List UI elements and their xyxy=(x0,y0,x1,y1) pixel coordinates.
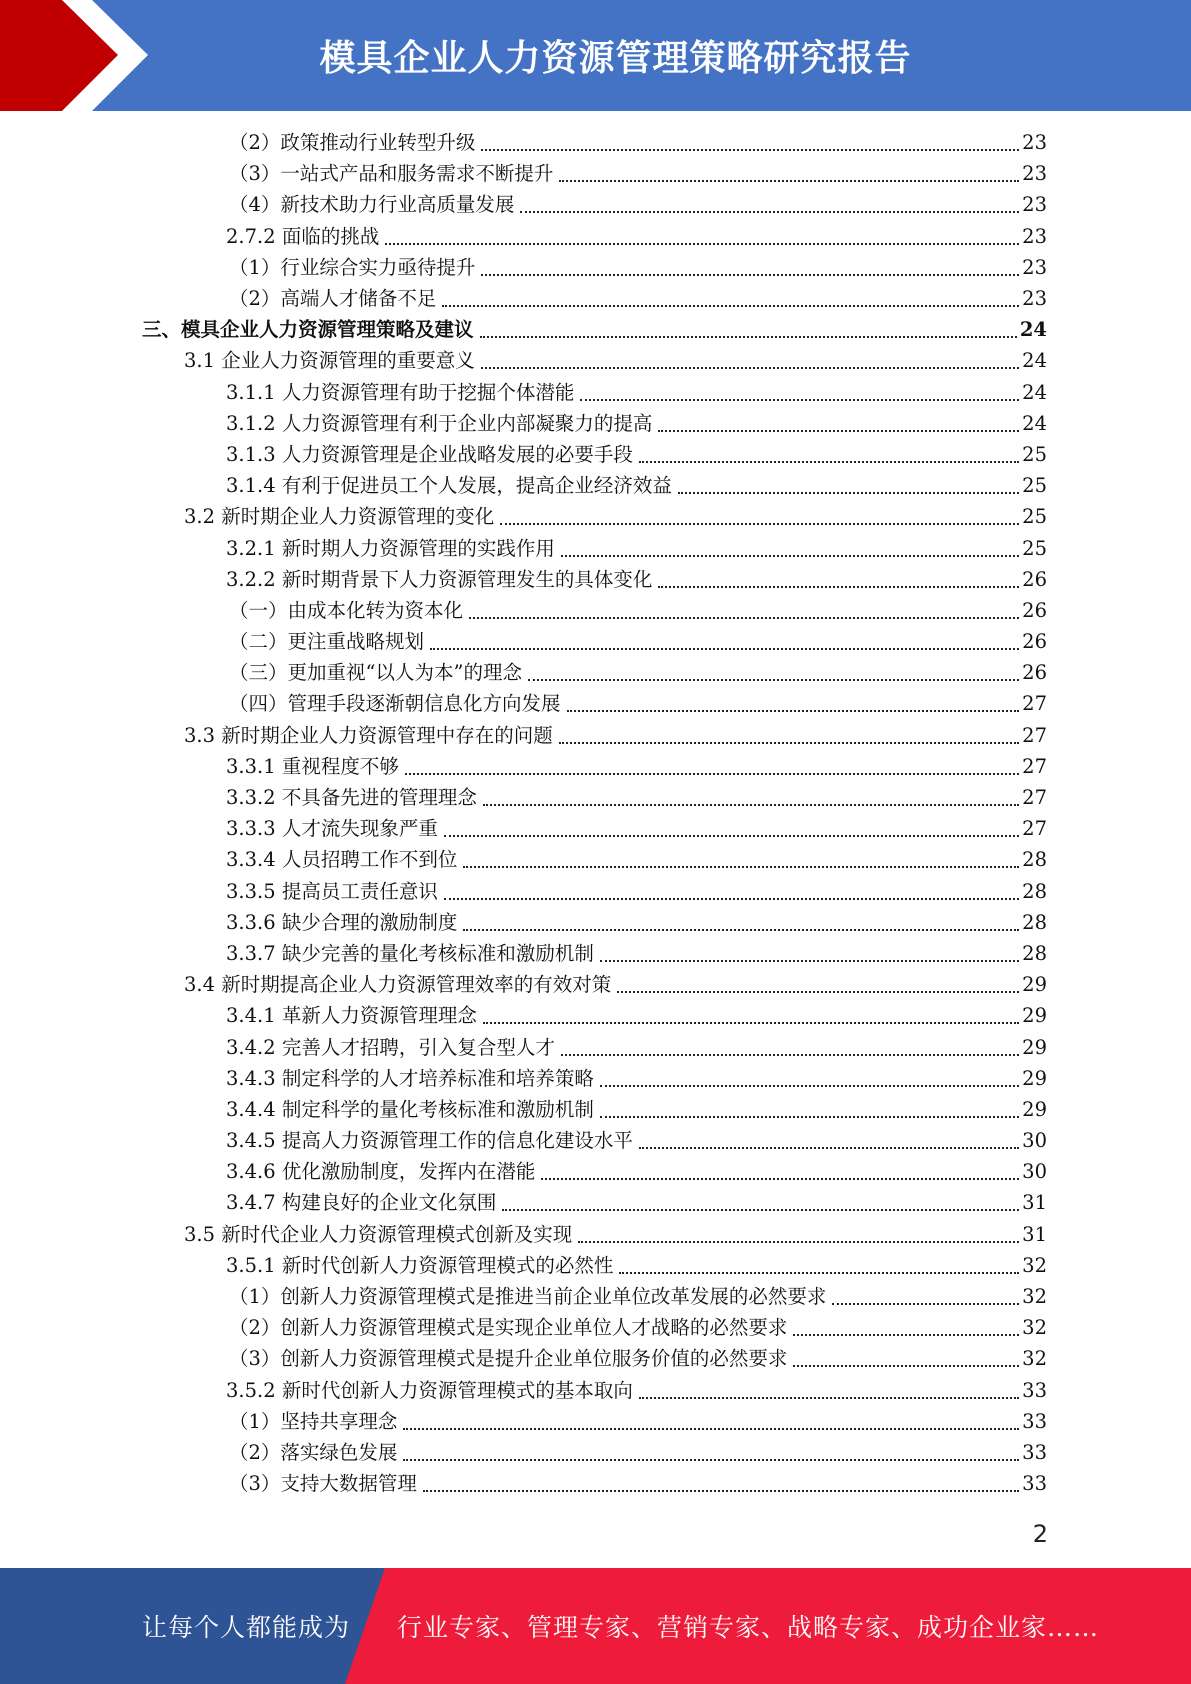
toc-entry[interactable] xyxy=(0,688,1191,719)
toc-entry-title: 3.2.2 新时期背景下人力资源管理发生的具体变化 xyxy=(226,567,653,591)
toc-entry-title: （二）更注重战略规划 xyxy=(229,630,425,654)
toc-entry-title: 3.3.1 重视程度不够 xyxy=(226,754,399,778)
toc-dot-leader xyxy=(580,398,1019,401)
toc-entry-title: （3）支持大数据管理 xyxy=(229,1472,417,1496)
toc-dot-leader xyxy=(405,772,1019,775)
toc-entry-page-number: 28 xyxy=(1022,941,1047,965)
toc-dot-leader xyxy=(600,1115,1019,1118)
toc-entry-title: （1）坚持共享理念 xyxy=(229,1409,398,1433)
toc-entry-page-number: 30 xyxy=(1022,1129,1047,1153)
toc-entry-page-number: 29 xyxy=(1022,1097,1047,1121)
toc-entry-page-number: 27 xyxy=(1022,817,1047,841)
toc-entry-page-number: 29 xyxy=(1022,1035,1047,1059)
toc-entry-title: （1）行业综合实力亟待提升 xyxy=(229,255,476,279)
toc-entry-page-number: 26 xyxy=(1022,630,1047,654)
toc-entry[interactable] xyxy=(0,532,1191,563)
toc-entry[interactable] xyxy=(0,782,1191,813)
toc-entry[interactable] xyxy=(0,844,1191,875)
toc-entry-page-number: 23 xyxy=(1022,162,1047,186)
toc-entry-title: （三）更加重视“以人为本”的理念 xyxy=(229,661,522,685)
toc-entry-page-number: 28 xyxy=(1022,910,1047,934)
toc-entry-title: 3.4.4 制定科学的量化考核标准和激励机制 xyxy=(226,1097,594,1121)
toc-dot-leader xyxy=(442,304,1019,307)
toc-entry-title: 3.5 新时代企业人力资源管理模式创新及实现 xyxy=(184,1222,573,1246)
toc-entry[interactable] xyxy=(0,1375,1191,1406)
toc-entry-title: 3.4.2 完善人才招聘，引入复合型人才 xyxy=(226,1035,555,1059)
toc-entry-title: （3）创新人力资源管理模式是提升企业单位服务价值的必然要求 xyxy=(229,1347,788,1371)
toc-entry-title: 3.4 新时期提高企业人力资源管理效率的有效对策 xyxy=(184,973,612,997)
toc-dot-leader xyxy=(481,148,1019,151)
toc-entry[interactable] xyxy=(0,1063,1191,1094)
toc-entry[interactable] xyxy=(0,189,1191,220)
toc-dot-leader xyxy=(600,959,1019,962)
toc-entry-title: （2）创新人力资源管理模式是实现企业单位人才战略的必然要求 xyxy=(229,1316,788,1340)
toc-dot-leader xyxy=(559,741,1019,744)
toc-entry-page-number: 26 xyxy=(1022,661,1047,685)
toc-entry-title: （1）创新人力资源管理模式是推进当前企业单位改革发展的必然要求 xyxy=(229,1285,827,1309)
toc-entry-title: 3.4.3 制定科学的人才培养标准和培养策略 xyxy=(226,1066,594,1090)
toc-entry[interactable] xyxy=(0,1343,1191,1374)
toc-entry[interactable] xyxy=(0,1406,1191,1437)
toc-dot-leader xyxy=(561,1053,1019,1056)
toc-dot-leader xyxy=(403,1427,1019,1430)
toc-entry-page-number: 32 xyxy=(1022,1316,1047,1340)
toc-dot-leader xyxy=(559,179,1019,182)
footer-slogan-left: 让每个人都能成为 xyxy=(142,1613,351,1642)
toc-dot-leader xyxy=(430,647,1019,650)
toc-entry-page-number: 28 xyxy=(1022,879,1047,903)
toc-entry[interactable] xyxy=(0,1031,1191,1062)
toc-entry[interactable] xyxy=(0,221,1191,252)
toc-entry-page-number: 33 xyxy=(1022,1440,1047,1464)
page-number: 2 xyxy=(1032,1520,1048,1548)
toc-dot-leader xyxy=(480,335,1017,338)
toc-entry[interactable] xyxy=(0,938,1191,969)
toc-entry-title: 3.5.2 新时代创新人力资源管理模式的基本取向 xyxy=(226,1378,633,1402)
toc-dot-leader xyxy=(617,990,1019,993)
toc-entry-title: 3.1.2 人力资源管理有利于企业内部凝聚力的提高 xyxy=(226,411,653,435)
toc-entry-page-number: 33 xyxy=(1022,1378,1047,1402)
toc-entry[interactable] xyxy=(0,1156,1191,1187)
toc-entry-page-number: 26 xyxy=(1022,567,1047,591)
toc-entry-title: 3.1.1 人力资源管理有助于挖掘个体潜能 xyxy=(226,380,575,404)
toc-dot-leader xyxy=(639,460,1019,463)
toc-entry-title: （2）高端人才储备不足 xyxy=(229,287,437,311)
toc-entry-page-number: 32 xyxy=(1022,1253,1047,1277)
toc-entry-title: 2.7.2 面临的挑战 xyxy=(226,224,380,248)
toc-dot-leader xyxy=(444,834,1019,837)
toc-entry-page-number: 25 xyxy=(1022,536,1047,560)
toc-entry-page-number: 33 xyxy=(1022,1409,1047,1433)
toc-entry[interactable] xyxy=(0,377,1191,408)
toc-entry-page-number: 24 xyxy=(1022,411,1047,435)
toc-entry-page-number: 32 xyxy=(1022,1285,1047,1309)
toc-entry[interactable] xyxy=(0,314,1191,345)
toc-entry-title: 3.5.1 新时代创新人力资源管理模式的必然性 xyxy=(226,1253,614,1277)
toc-dot-leader xyxy=(567,709,1020,712)
toc-dot-leader xyxy=(658,585,1019,588)
toc-entry-page-number: 23 xyxy=(1022,193,1047,217)
toc-dot-leader xyxy=(444,897,1019,900)
toc-entry-page-number: 23 xyxy=(1022,131,1047,155)
toc-entry-page-number: 32 xyxy=(1022,1347,1047,1371)
toc-entry-page-number: 27 xyxy=(1022,754,1047,778)
toc-dot-leader xyxy=(639,1146,1019,1149)
toc-dot-leader xyxy=(578,1240,1019,1243)
toc-dot-leader xyxy=(481,366,1019,369)
toc-dot-leader xyxy=(619,1271,1019,1274)
toc-entry-title: 3.3.3 人才流失现象严重 xyxy=(226,817,438,841)
toc-entry-title: 3.3.7 缺少完善的量化考核标准和激励机制 xyxy=(226,941,594,965)
toc-entry-page-number: 23 xyxy=(1022,224,1047,248)
toc-dot-leader xyxy=(500,522,1019,525)
toc-entry-page-number: 30 xyxy=(1022,1160,1047,1184)
toc-entry-page-number: 27 xyxy=(1022,692,1047,716)
toc-entry[interactable] xyxy=(0,1187,1191,1218)
toc-dot-leader xyxy=(561,554,1019,557)
toc-entry[interactable] xyxy=(0,345,1191,376)
toc-dot-leader xyxy=(541,1177,1019,1180)
toc-entry-page-number: 29 xyxy=(1022,973,1047,997)
toc-entry-title: 3.4.5 提高人力资源管理工作的信息化建设水平 xyxy=(226,1129,633,1153)
toc-entry-page-number: 26 xyxy=(1022,598,1047,622)
toc-dot-leader xyxy=(639,1396,1019,1399)
toc-entry[interactable] xyxy=(0,907,1191,938)
toc-entry-page-number: 33 xyxy=(1022,1472,1047,1496)
toc-dot-leader xyxy=(469,616,1019,619)
toc-entry-title: 3.2 新时期企业人力资源管理的变化 xyxy=(184,505,495,529)
toc-entry-page-number: 25 xyxy=(1022,505,1047,529)
page-footer xyxy=(0,1568,1191,1684)
toc-dot-leader xyxy=(658,429,1019,432)
toc-dot-leader xyxy=(423,1489,1019,1492)
toc-entry[interactable] xyxy=(0,252,1191,283)
toc-entry[interactable] xyxy=(0,283,1191,314)
toc-dot-leader xyxy=(600,1084,1019,1087)
toc-entry-title: 3.1.3 人力资源管理是企业战略发展的必要手段 xyxy=(226,442,633,466)
toc-entry-title: （2）落实绿色发展 xyxy=(229,1440,398,1464)
toc-entry[interactable] xyxy=(0,470,1191,501)
toc-dot-leader xyxy=(481,273,1019,276)
toc-entry[interactable] xyxy=(0,720,1191,751)
toc-entry[interactable] xyxy=(0,501,1191,532)
toc-dot-leader xyxy=(793,1364,1019,1367)
toc-entry[interactable] xyxy=(0,1281,1191,1312)
toc-entry-title: 3.4.7 构建良好的企业文化氛围 xyxy=(226,1191,497,1215)
toc-entry-title: 三、模具企业人力资源管理策略及建议 xyxy=(142,318,474,342)
toc-dot-leader xyxy=(502,1208,1019,1211)
toc-entry[interactable] xyxy=(0,813,1191,844)
toc-entry[interactable] xyxy=(0,876,1191,907)
toc-entry-title: （4）新技术助力行业高质量发展 xyxy=(229,193,515,217)
toc-entry[interactable] xyxy=(0,1000,1191,1031)
toc-entry-title: 3.3.4 人员招聘工作不到位 xyxy=(226,848,458,872)
footer-slogan-right: 行业专家、管理专家、营销专家、战略专家、成功企业家…… xyxy=(397,1613,1100,1642)
toc-entry-page-number: 29 xyxy=(1022,1004,1047,1028)
toc-entry-title: 3.1.4 有利于促进员工个人发展，提高企业经济效益 xyxy=(226,474,672,498)
toc-entry-page-number: 29 xyxy=(1022,1066,1047,1090)
toc-dot-leader xyxy=(520,210,1019,213)
toc-dot-leader xyxy=(793,1333,1019,1336)
toc-entry-title: （四）管理手段逐渐朝信息化方向发展 xyxy=(229,692,561,716)
toc-entry-title: （一）由成本化转为资本化 xyxy=(229,598,464,622)
page-title: 模具企业人力资源管理策略研究报告 xyxy=(319,38,912,79)
toc-entry[interactable] xyxy=(0,657,1191,688)
toc-dot-leader xyxy=(678,491,1019,494)
toc-entry[interactable] xyxy=(0,969,1191,1000)
toc-dot-leader xyxy=(463,865,1019,868)
toc-entry-title: 3.3 新时期企业人力资源管理中存在的问题 xyxy=(184,723,553,747)
toc-dot-leader xyxy=(463,928,1019,931)
toc-entry[interactable] xyxy=(0,1219,1191,1250)
toc-entry[interactable] xyxy=(0,1125,1191,1156)
toc-entry-page-number: 31 xyxy=(1022,1222,1047,1246)
toc-entry-page-number: 28 xyxy=(1022,848,1047,872)
toc-entry-page-number: 31 xyxy=(1022,1191,1047,1215)
toc-entry[interactable] xyxy=(0,1094,1191,1125)
toc-entry-page-number: 27 xyxy=(1022,786,1047,810)
toc-dot-leader xyxy=(832,1302,1019,1305)
toc-entry-title: 3.2.1 新时期人力资源管理的实践作用 xyxy=(226,536,555,560)
toc-entry-title: 3.1 企业人力资源管理的重要意义 xyxy=(184,349,475,373)
toc-entry-page-number: 25 xyxy=(1022,442,1047,466)
toc-entry[interactable] xyxy=(0,564,1191,595)
toc-entry[interactable] xyxy=(0,1250,1191,1281)
toc-entry-title: （2）政策推动行业转型升级 xyxy=(229,131,476,155)
toc-dot-leader xyxy=(528,678,1019,681)
toc-entry-title: （3）一站式产品和服务需求不断提升 xyxy=(229,162,554,186)
toc-entry-page-number: 23 xyxy=(1022,287,1047,311)
toc-entry-page-number: 24 xyxy=(1022,349,1047,373)
table-of-contents xyxy=(0,127,1191,1499)
toc-entry-title: 3.4.6 优化激励制度，发挥内在潜能 xyxy=(226,1160,536,1184)
toc-entry-title: 3.4.1 革新人力资源管理理念 xyxy=(226,1004,477,1028)
toc-entry-page-number: 24 xyxy=(1019,318,1047,342)
toc-entry[interactable] xyxy=(0,127,1191,158)
toc-entry[interactable] xyxy=(0,408,1191,439)
toc-entry-page-number: 23 xyxy=(1022,255,1047,279)
toc-entry[interactable] xyxy=(0,439,1191,470)
toc-dot-leader xyxy=(385,242,1019,245)
toc-entry[interactable] xyxy=(0,1468,1191,1499)
toc-entry-title: 3.3.5 提高员工责任意识 xyxy=(226,879,438,903)
page-header xyxy=(0,0,1191,111)
toc-entry-title: 3.3.2 不具备先进的管理理念 xyxy=(226,786,477,810)
toc-dot-leader xyxy=(483,1021,1019,1024)
toc-entry[interactable] xyxy=(0,1437,1191,1468)
toc-dot-leader xyxy=(403,1458,1019,1461)
toc-entry[interactable] xyxy=(0,626,1191,657)
toc-entry[interactable] xyxy=(0,751,1191,782)
toc-entry[interactable] xyxy=(0,158,1191,189)
toc-entry[interactable] xyxy=(0,595,1191,626)
toc-entry[interactable] xyxy=(0,1312,1191,1343)
toc-entry-page-number: 27 xyxy=(1022,723,1047,747)
toc-dot-leader xyxy=(483,803,1019,806)
toc-entry-page-number: 25 xyxy=(1022,474,1047,498)
toc-entry-page-number: 24 xyxy=(1022,380,1047,404)
toc-entry-title: 3.3.6 缺少合理的激励制度 xyxy=(226,910,458,934)
